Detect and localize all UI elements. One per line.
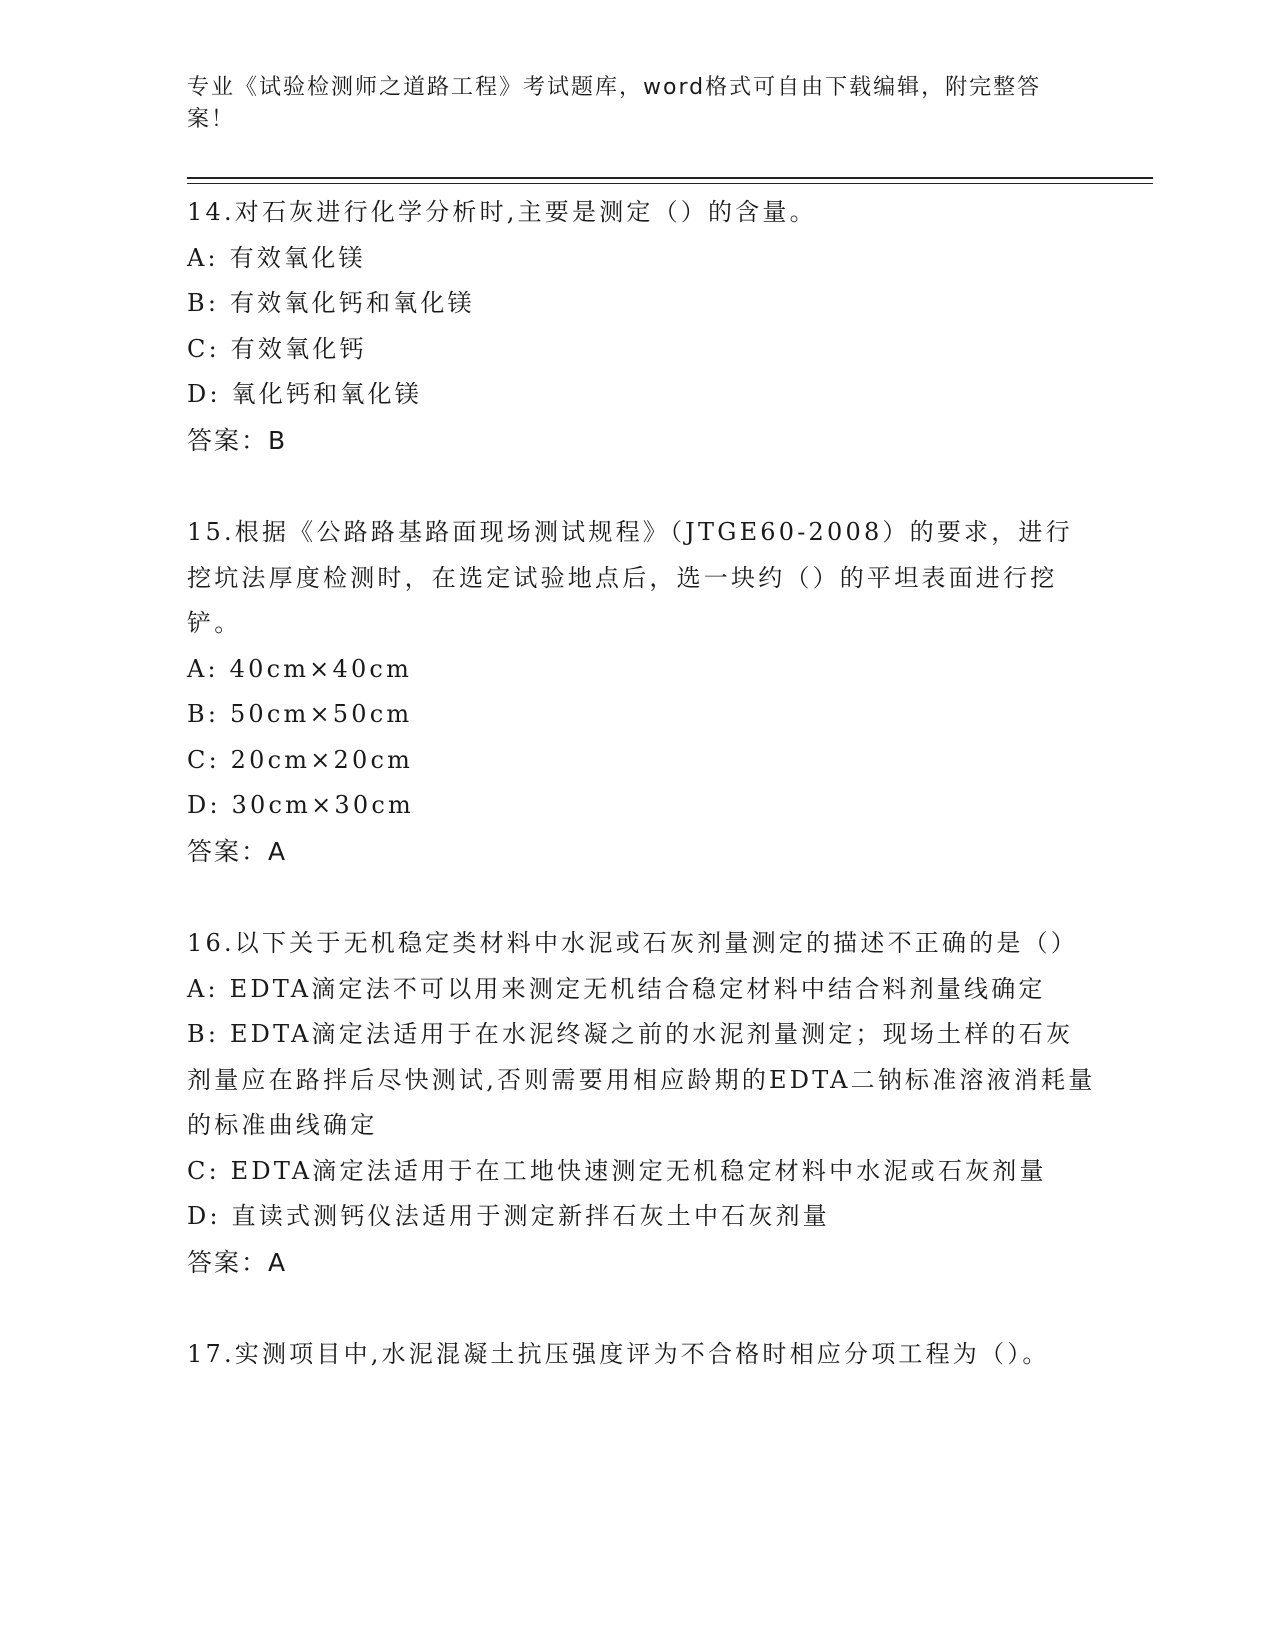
option-d: D: 氧化钙和氧化镁 [187,380,422,408]
option-b: B: 50cm×50cm [187,700,413,728]
answer-line: 答案：A [187,836,288,866]
option-a: A: 有效氧化镁 [187,243,366,272]
option-d: D: 30cm×30cm [187,791,414,819]
option-c: C: 20cm×20cm [187,745,414,774]
question-stem: 17.实测项目中,水泥混凝土抗压强度评为不合格时相应分项工程为（）。 [187,1340,1050,1368]
question-stem: 14.对石灰进行化学分析时,主要是测定（）的含量。 [187,198,817,226]
question-list [187,190,1096,1378]
option-c: C: EDTA滴定法适用于在工地快速测定无机稳定材料中水泥或石灰剂量 [187,1156,1047,1185]
header-divider-thin [187,183,1153,184]
question-stem: 15.根据《公路路基路面现场测试规程》（JTGE60-2008）的要求，进行挖坑法厚度检测时，在选定试验地点后，选一块约（）的平坦表面进行挖铲。 [187,518,1073,637]
option-b: B: 有效氧化钙和氧化镁 [187,289,475,317]
option-b: B: EDTA滴定法适用于在水泥终凝之前的水泥剂量测定；现场土样的石灰剂量应在路拌后尽快测试,否则需要用相应龄期的EDTA二钠标准溶液消耗量的标准曲线确定 [187,1020,1096,1139]
header-divider [187,177,1153,179]
question-15 [187,510,1087,874]
option-a: A: 40cm×40cm [187,654,413,683]
option-c: C: 有效氧化钙 [187,334,367,363]
document-header: 专业《试验检测师之道路工程》考试题库，word格式可自由下载编辑，附完整答案！ [187,75,1042,132]
question-16 [187,921,1096,1285]
question-17 [187,1332,1087,1378]
answer-line: 答案：B [187,425,288,455]
answer-line: 答案：A [187,1247,288,1277]
option-a: A: EDTA滴定法不可以用来测定无机结合稳定材料中结合料剂量线确定 [187,974,1046,1003]
question-14 [187,190,1087,463]
question-spacer [187,1285,1087,1332]
question-spacer [187,874,1087,921]
question-spacer [187,463,1087,510]
question-stem: 16.以下关于无机稳定类材料中水泥或石灰剂量测定的描述不正确的是（） [187,929,1078,957]
option-d: D: 直读式测钙仪法适用于测定新拌石灰土中石灰剂量 [187,1202,830,1230]
